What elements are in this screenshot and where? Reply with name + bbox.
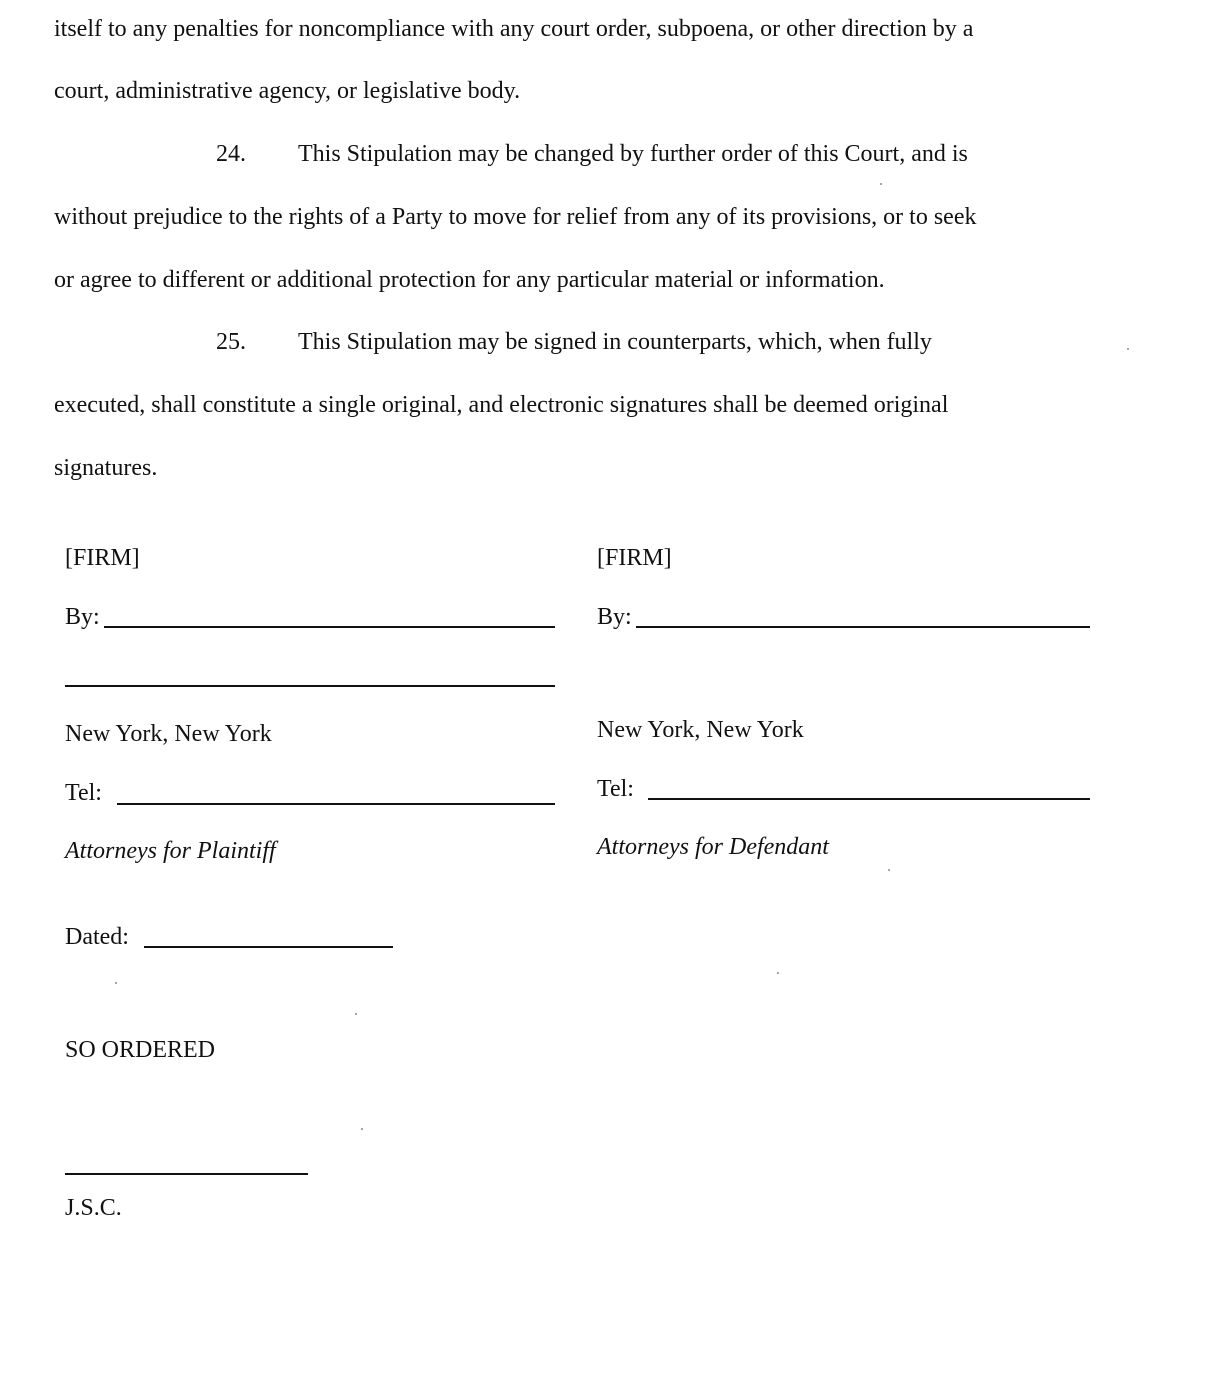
judge-title: J.S.C. (65, 1195, 122, 1221)
body-line: without prejudice to the rights of a Party to move for relief from any of its provisions, or to seek (54, 204, 977, 230)
scan-speck (115, 982, 117, 984)
plaintiff-firm: [FIRM] (65, 545, 140, 571)
scan-speck (777, 972, 779, 974)
plaintiff-by-label: By: (65, 604, 100, 630)
defendant-firm: [FIRM] (597, 545, 672, 571)
body-line: court, administrative agency, or legislative body. (54, 78, 521, 104)
scan-speck (361, 1128, 363, 1130)
defendant-signature-line[interactable] (636, 626, 1090, 628)
paragraph-number: 24. (216, 141, 246, 167)
plaintiff-signature-line[interactable] (104, 626, 555, 628)
plaintiff-role: Attorneys for Plaintiff (65, 838, 276, 864)
body-line: executed, shall constitute a single original, and electronic signatures shall be deemed original (54, 392, 949, 418)
defendant-tel-line[interactable] (648, 798, 1090, 800)
body-line: This Stipulation may be changed by further order of this Court, and is (298, 141, 968, 167)
body-line: This Stipulation may be signed in counterparts, which, when fully (298, 329, 932, 355)
scan-speck (888, 869, 890, 871)
plaintiff-tel-label: Tel: (65, 780, 102, 806)
body-line: signatures. (54, 455, 158, 481)
so-ordered-heading: SO ORDERED (65, 1037, 216, 1063)
defendant-city: New York, New York (597, 717, 804, 743)
defendant-tel-label: Tel: (597, 776, 634, 802)
defendant-role: Attorneys for Defendant (597, 834, 829, 860)
dated-label: Dated: (65, 924, 129, 950)
judge-signature-line[interactable] (65, 1173, 308, 1175)
plaintiff-name-line[interactable] (65, 685, 555, 687)
plaintiff-city: New York, New York (65, 721, 272, 747)
plaintiff-tel-line[interactable] (117, 803, 555, 805)
scan-speck (1127, 348, 1129, 350)
scan-speck (355, 1013, 357, 1015)
date-line[interactable] (144, 946, 393, 948)
body-line: or agree to different or additional protection for any particular material or information. (54, 267, 885, 293)
defendant-by-label: By: (597, 604, 632, 630)
scan-speck (880, 183, 882, 185)
paragraph-number: 25. (216, 329, 246, 355)
body-line: itself to any penalties for noncompliance with any court order, subpoena, or other direction by a (54, 16, 974, 42)
